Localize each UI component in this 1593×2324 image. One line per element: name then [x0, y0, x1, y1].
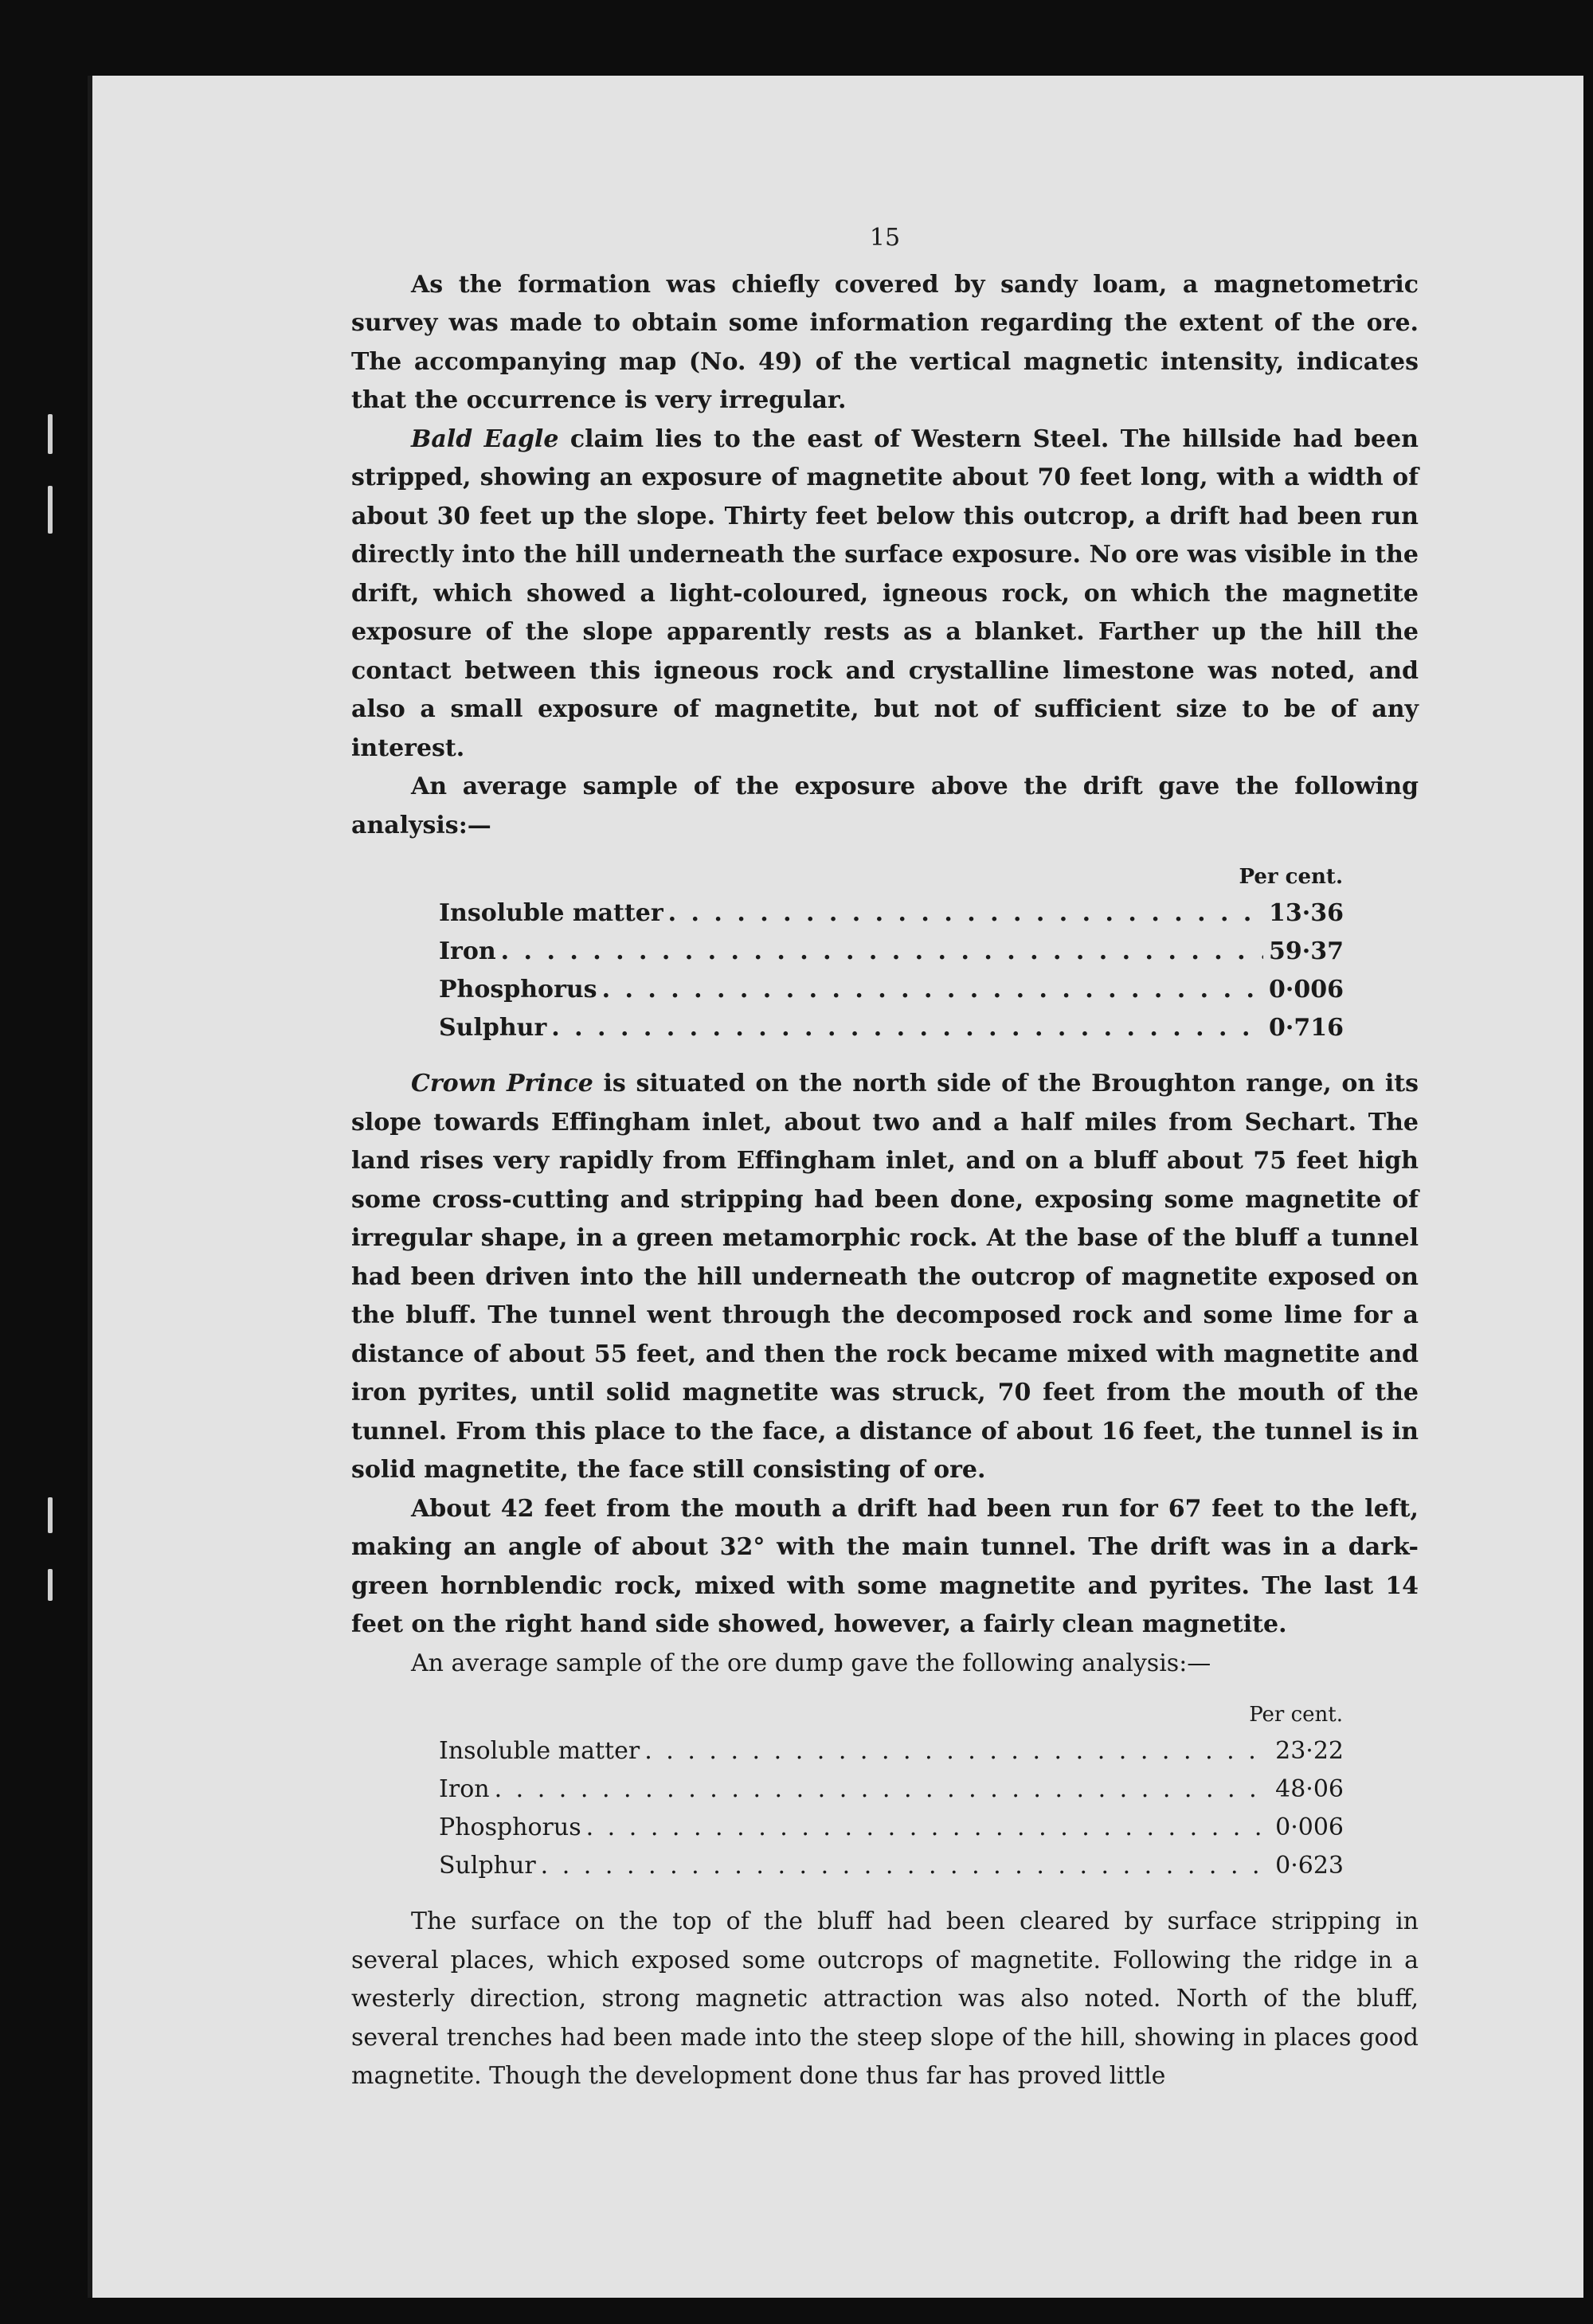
- row-value: 0·623: [1275, 1852, 1344, 1880]
- analysis-1-header: Per cent.: [1239, 865, 1343, 889]
- row-value: 0·716: [1269, 1014, 1344, 1042]
- binding-edge: [48, 112, 72, 2262]
- leader-dots: [668, 894, 1263, 933]
- leader-dots: [586, 1809, 1263, 1847]
- table-row: [439, 1009, 1344, 1047]
- row-label: Phosphorus: [439, 976, 597, 1004]
- row-value: 0·006: [1275, 1813, 1344, 1841]
- binding-mark: [48, 414, 53, 454]
- analysis-table-2: [351, 1697, 1419, 1885]
- row-label: Insoluble matter: [439, 1737, 640, 1765]
- page-content: [351, 219, 1419, 2096]
- paragraph-surface: The surface on the top of the bluff had been cleared by surface stripping in several places, which exposed some outcrops of magnetite. Following the ridge in a westerly direction, strong magnetic attraction was also noted. North of the bluff, several trenches had been made into the steep slope of the hill, showing in places good magnetite. Though the development done thus far has proved little: [351, 1907, 1419, 2090]
- row-value: 0·006: [1269, 976, 1344, 1004]
- leader-dots: [541, 1847, 1263, 1885]
- table-row: [439, 1809, 1344, 1847]
- bald-eagle-text: claim lies to the east of Western Steel. The hillside had been stripped, showing an exposure of magnetite about 70 feet long, with a width of about 30 feet up the slope. Thirty feet below this outcrop, a drift had been run directly into the hill underneath the surface exposure. No ore was visible in the drift, which showed a light-coloured, igneous rock, on which the magnetite exposure of the slope apparently rests as a blanket. Farther up the hill the contact between this igneous rock and crystalline limestone was noted, and also a small exposure of magnetite, but not of sufficient size to be of any interest.: [351, 425, 1419, 762]
- leader-dots: [644, 1732, 1263, 1770]
- row-label: Sulphur: [439, 1014, 547, 1042]
- row-value: 59·37: [1269, 937, 1344, 965]
- table-row: [439, 894, 1344, 933]
- table-row: [439, 933, 1344, 971]
- claim-name-crown-prince: Crown Prince: [411, 1070, 593, 1097]
- page-number: 15: [869, 224, 901, 252]
- paragraph-drift: About 42 feet from the mouth a drift had been run for 67 feet to the left, making an angle of about 32° with the main tunnel. The drift was in a dark-green hornblendic rock, mixed with some magnetite and pyrites. The last 14 feet on the right hand side showed, however, a fairly clean magnetite.: [351, 1494, 1419, 1638]
- row-value: 23·22: [1275, 1737, 1344, 1765]
- table-row: [439, 1770, 1344, 1809]
- leader-dots: [602, 971, 1263, 1009]
- binding-mark: [48, 1497, 53, 1533]
- leader-dots: [495, 1770, 1263, 1809]
- binding-mark: [48, 1569, 53, 1601]
- row-label: Phosphorus: [439, 1813, 581, 1841]
- sample-intro-2: An average sample of the ore dump gave the following analysis:—: [411, 1649, 1211, 1677]
- row-label: Sulphur: [439, 1852, 536, 1880]
- claim-name-bald-eagle: Bald Eagle: [411, 425, 559, 453]
- sample-intro-1: An average sample of the exposure above the drift gave the following analysis:—: [351, 773, 1419, 839]
- analysis-2-header: Per cent.: [1249, 1703, 1343, 1727]
- analysis-table-1: [351, 859, 1419, 1047]
- table-row: [439, 1732, 1344, 1770]
- row-label: Insoluble matter: [439, 899, 663, 927]
- crown-prince-text: is situated on the north side of the Broughton range, on its slope towards Effingham inlet, about two and a half miles from Sechart. The land rises very rapidly from Effingham inlet, and on a bluff about 75 feet high some cross-cutting and stripping had been done, exposing some magnetite of irregular shape, in a green metamorphic rock. At the base of the bluff a tunnel had been driven into the hill underneath the outcrop of magnetite exposed on the bluff. The tunnel went through the decomposed rock and some lime for a distance of about 55 feet, and then the rock became mixed with magnetite and iron pyrites, until solid magnetite was struck, 70 feet from the mouth of the tunnel. From this place to the face, a distance of about 16 feet, the tunnel is in solid magnetite, the face still consisting of ore.: [351, 1070, 1419, 1484]
- row-value: 13·36: [1269, 899, 1344, 927]
- paragraph-bald-eagle: [351, 421, 1419, 769]
- leader-dots: [551, 1009, 1263, 1047]
- table-row: [439, 1847, 1344, 1885]
- table-row: [439, 971, 1344, 1009]
- document-page: [88, 76, 1583, 2298]
- row-label: Iron: [439, 1775, 490, 1803]
- paragraph-magnetometric: As the formation was chiefly covered by sandy loam, a magnetometric survey was made to obtain some information regarding the extent of the ore. The accompanying map (No. 49) of the vertical magnetic intensity, indicates that the occurrence is very irregular.: [351, 270, 1419, 414]
- row-label: Iron: [439, 937, 496, 965]
- paragraph-crown-prince: [351, 1065, 1419, 1490]
- binding-mark: [48, 486, 53, 534]
- leader-dots: [501, 933, 1263, 971]
- row-value: 48·06: [1275, 1775, 1344, 1803]
